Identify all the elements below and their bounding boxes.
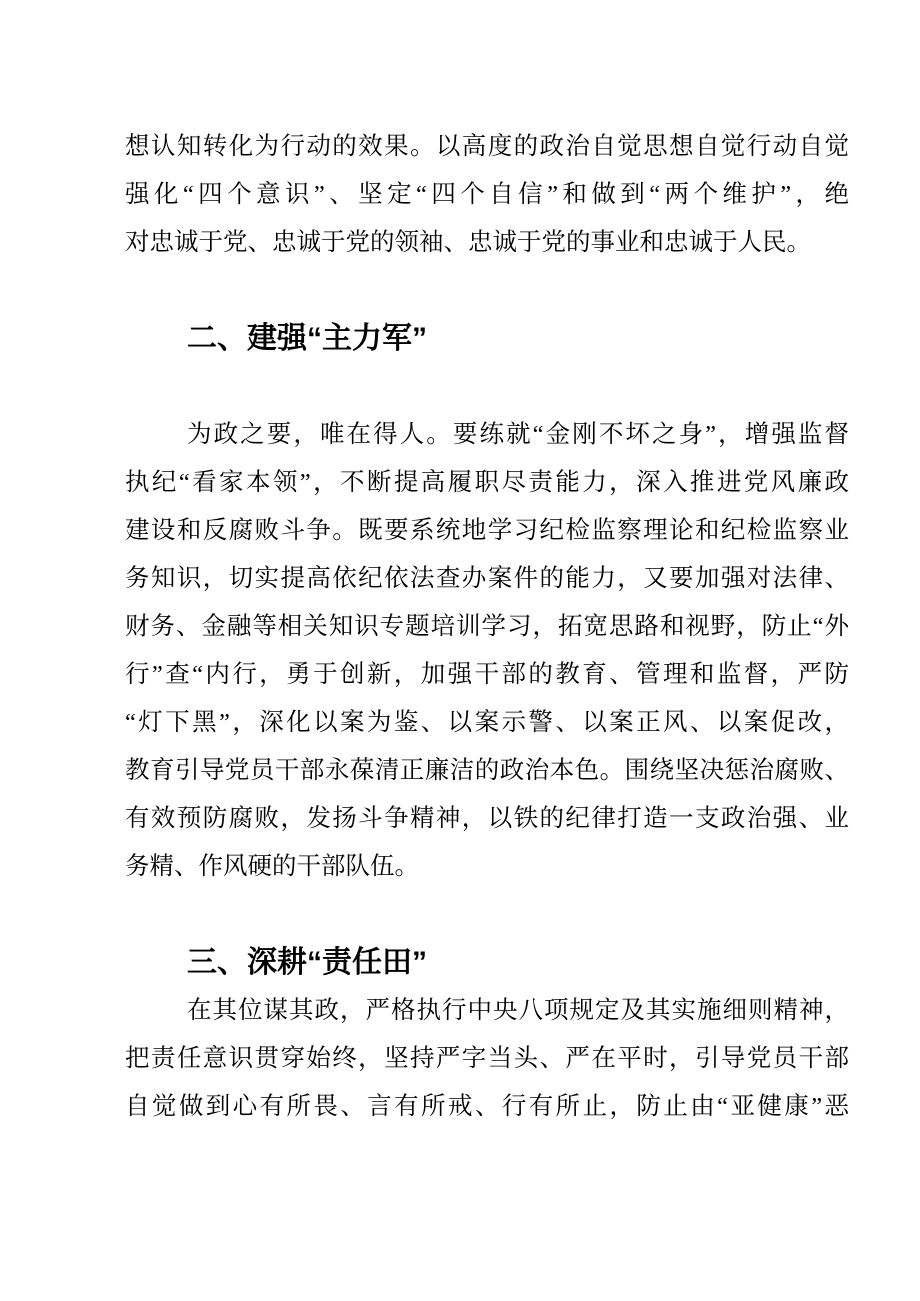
text-line: 有效预防腐败，发扬斗争精神，以铁的纪律打造一支政治强、业 (125, 805, 849, 832)
text-line: 自觉做到心有所畏、言有所戒、行有所止，防止由“亚健康”恶 (125, 1093, 849, 1120)
text-line: 财务、金融等相关知识专题培训学习，拓宽思路和视野，防止“外 (125, 613, 849, 640)
text-line: 对忠诚于党、忠诚于党的领袖、忠诚于党的事业和忠诚于人民。 (125, 229, 811, 256)
text-line: “灯下黑”，深化以案为鉴、以案示警、以案正风、以案促改， (125, 709, 849, 736)
section-2-paragraph (125, 411, 849, 891)
text-line: 务知识，切实提高依纪依法查办案件的能力，又要加强对法律、 (125, 565, 849, 592)
text-line: 建设和反腐败斗争。既要系统地学习纪检监察理论和纪检监察业 (125, 517, 849, 544)
section-heading-3: 三、深耕“责任田” (187, 946, 427, 979)
section-3-paragraph (125, 987, 849, 1131)
text-line: 务精、作风硬的干部队伍。 (125, 853, 419, 880)
text-line: 教育引导党员干部永葆清正廉洁的政治本色。围绕坚决惩治腐败、 (125, 757, 849, 784)
text-line: 强化“四个意识”、坚定“四个自信”和做到“两个维护”，绝 (125, 181, 849, 208)
text-line: 执纪“看家本领”，不断提高履职尽责能力，深入推进党风廉政 (125, 469, 849, 496)
text-line: 想认知转化为行动的效果。以高度的政治自觉思想自觉行动自觉 (125, 133, 849, 160)
continuation-paragraph (125, 123, 849, 267)
text-line: 把责任意识贯穿始终，坚持严字当头、严在平时，引导党员干部 (125, 1045, 849, 1072)
text-line: 为政之要，唯在得人。要练就“金刚不坏之身”，增强监督 (187, 421, 849, 448)
section-heading-2: 二、建强“主力军” (187, 322, 427, 355)
text-line: 在其位谋其政，严格执行中央八项规定及其实施细则精神， (187, 997, 849, 1024)
text-line: 行”查“内行，勇于创新，加强干部的教育、管理和监督，严防 (125, 661, 849, 688)
